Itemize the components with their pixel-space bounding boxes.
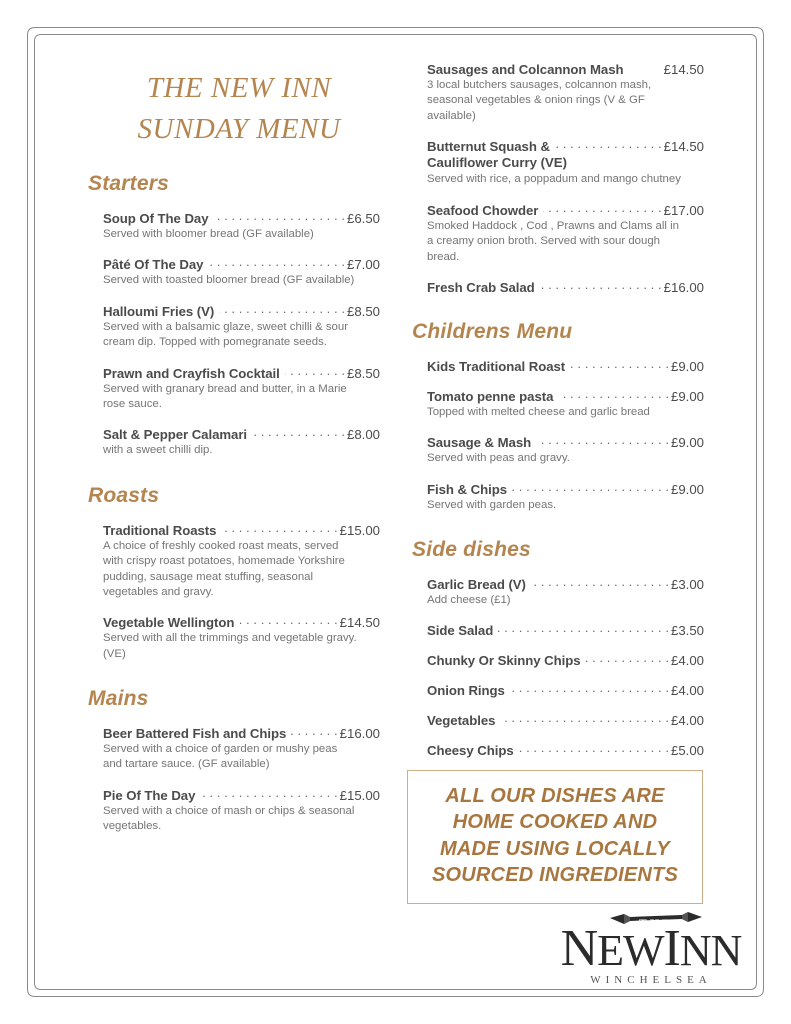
- section-spacer: [88, 673, 380, 687]
- menu-item-price: £9.00: [670, 388, 704, 404]
- menu-item-description: Served with garden peas.: [427, 498, 557, 511]
- frame-corner-bottom-left: [22, 976, 48, 1002]
- menu-item: [103, 362, 380, 413]
- menu-item-price: £15.00: [339, 522, 380, 538]
- menu-item-price: £5.00: [670, 743, 704, 759]
- menu-item-row: [427, 739, 704, 758]
- menu-item: [427, 135, 704, 188]
- menu-item-row: [103, 722, 380, 741]
- section-heading: Starters: [88, 172, 169, 195]
- dot-leader: [208, 253, 345, 269]
- logo-letters-ew: EW: [597, 926, 664, 975]
- section-spacer: [412, 306, 704, 320]
- frame-corner-top-right: [743, 22, 769, 48]
- menu-item-row: [427, 478, 704, 497]
- menu-item: [427, 619, 704, 638]
- callout-line-4: SOURCED INGREDIENTS: [431, 864, 679, 887]
- dot-leader: [498, 619, 669, 635]
- menu-item-price: £16.00: [663, 279, 704, 295]
- frame-corner-mask-top-right: [749, 26, 765, 42]
- logo-wordmark: [540, 920, 762, 977]
- dot-leader: [219, 300, 345, 316]
- menu-item-price: £4.00: [670, 653, 704, 669]
- menu-item-price: £14.50: [663, 62, 704, 77]
- menu-item-price: £7.00: [346, 257, 380, 273]
- menu-item-price: £8.00: [346, 427, 380, 443]
- section-heading: Roasts: [88, 483, 160, 507]
- logo-subtitle: WINCHELSEA: [590, 974, 712, 986]
- dot-leader: [629, 58, 662, 74]
- menu-item-name: Sausage & Mash: [427, 435, 532, 451]
- menu-item-row: [103, 784, 380, 803]
- section-spacer: [88, 846, 380, 860]
- section-heading: Side dishes: [412, 538, 531, 562]
- menu-item-name: Cheesy Chips: [427, 743, 514, 759]
- menu-item: [427, 431, 704, 466]
- menu-column-right: [412, 58, 704, 783]
- logo-ribbon-text: THE: [638, 916, 674, 930]
- dot-leader: [291, 722, 337, 738]
- menu-item: [427, 679, 704, 698]
- menu-item-row: [427, 385, 704, 404]
- menu-item-name: Chunky Or Skinny Chips: [427, 653, 581, 669]
- menu-item-row: [427, 276, 704, 295]
- section-spacer: [412, 524, 704, 538]
- menu-item-row: [427, 135, 704, 154]
- callout-line-3: MADE USING LOCALLY: [440, 837, 670, 860]
- menu-item-price: £3.50: [670, 623, 704, 639]
- menu-title-line-1: THE NEW INN: [146, 72, 332, 104]
- menu-item: [427, 276, 704, 295]
- menu-item-name: Sausages and Colcannon Mash: [427, 62, 624, 77]
- menu-item-description: with a sweet chilli dip.: [103, 444, 213, 457]
- menu-item-name: Tomato penne pasta: [427, 388, 554, 404]
- menu-item-price: £9.00: [670, 481, 704, 497]
- menu-item-price: £3.00: [670, 577, 704, 593]
- menu-item-row: [427, 199, 704, 218]
- menu-item-row: [427, 709, 704, 728]
- menu-item: [427, 199, 704, 265]
- menu-item-name: Onion Rings: [427, 683, 505, 699]
- menu-item-row: [103, 519, 380, 538]
- menu-item-price: £4.00: [670, 713, 704, 729]
- menu-item: [103, 784, 380, 835]
- menu-item-list: [412, 355, 704, 513]
- dot-leader: [519, 739, 669, 755]
- menu-item-description: A choice of freshly cooked roast meats, served with crispy roast potatoes, homemade Yorkshire pudding, sausage meat stuffing, seasonal vegetables and gravy.: [103, 539, 345, 598]
- menu-item-name: Butternut Squash &: [427, 139, 550, 155]
- menu-item-list: [88, 207, 380, 459]
- menu-item-description: Topped with melted cheese and garlic bread: [427, 405, 650, 418]
- dot-leader: [570, 355, 669, 371]
- menu-item-row: [427, 573, 704, 592]
- dot-leader: [510, 679, 669, 695]
- menu-item-name: Soup Of The Day: [103, 211, 209, 226]
- menu-item: [103, 207, 380, 242]
- menu-item-description: Served with granary bread and butter, in a Marie rose sauce.: [103, 382, 347, 410]
- dot-leader: [500, 709, 669, 725]
- logo-letter-n: N: [560, 920, 598, 977]
- menu-item-row: [427, 58, 704, 77]
- menu-item-price: £4.00: [670, 683, 704, 699]
- section-heading: Mains: [88, 687, 149, 711]
- menu-item: [427, 709, 704, 728]
- menu-item: [103, 519, 380, 601]
- menu-item-row: [427, 355, 704, 374]
- menu-item: [103, 253, 380, 288]
- menu-item-description: Served with peas and gravy.: [427, 452, 570, 465]
- menu-item-description: 3 local butchers sausages, colcannon mash, seasonal vegetables & onion rings (V & GF available): [427, 79, 652, 122]
- menu-item-name: Pâté Of The Day: [103, 257, 204, 273]
- menu-item-name: Beer Battered Fish and Chips: [103, 726, 287, 742]
- menu-item: [427, 739, 704, 758]
- menu-item-name: Garlic Bread (V): [427, 577, 526, 593]
- menu-item-price: £9.00: [670, 435, 704, 451]
- menu-item-list: [88, 722, 380, 835]
- dot-leader: [512, 478, 669, 494]
- menu-item-row: [103, 253, 380, 272]
- menu-item-name: Halloumi Fries (V): [103, 303, 215, 319]
- home-cooked-callout: [407, 770, 703, 904]
- menu-item: [427, 573, 704, 608]
- menu-title-line-2: SUNDAY MENU: [137, 113, 341, 146]
- menu-item-name-line-2: Cauliflower Curry (VE): [427, 155, 567, 171]
- dot-leader: [555, 135, 662, 151]
- menu-item-row: [427, 649, 704, 668]
- menu-column-left: [88, 172, 380, 860]
- section-heading: Childrens Menu: [412, 319, 573, 343]
- dot-leader: [558, 385, 669, 401]
- menu-item-name: Side Salad: [427, 623, 494, 639]
- dot-leader: [239, 611, 337, 627]
- frame-corner-top-left: [22, 22, 48, 48]
- menu-item-price: £8.50: [346, 365, 380, 381]
- menu-item-description: Add cheese (£1): [427, 594, 511, 607]
- dot-leader: [214, 207, 345, 223]
- menu-item-name: Fish & Chips: [427, 481, 507, 497]
- menu-item: [427, 649, 704, 668]
- menu-item-row: [427, 431, 704, 450]
- frame-corner-mask-bottom-left: [26, 982, 42, 998]
- dot-leader: [252, 423, 345, 439]
- callout-line-1: ALL OUR DISHES ARE: [445, 785, 665, 807]
- dot-leader: [586, 649, 669, 665]
- menu-item: [103, 300, 380, 351]
- frame-corner-mask-top-left: [26, 26, 42, 42]
- menu-item-name: Vegetable Wellington: [103, 615, 235, 631]
- menu-item-name: Salt & Pepper Calamari: [103, 427, 248, 443]
- new-inn-logo: [540, 910, 762, 1006]
- menu-item: [427, 385, 704, 420]
- menu-item-description: Served with all the trimmings and vegetable gravy. (VE): [103, 632, 357, 660]
- menu-item: [103, 611, 380, 662]
- dot-leader: [543, 199, 661, 215]
- menu-item-row: [103, 300, 380, 319]
- menu-item-list: [412, 58, 704, 295]
- menu-item-name: Pie Of The Day: [103, 787, 196, 803]
- menu-item-description: Served with a choice of garden or mushy peas and tartare sauce. (GF available): [103, 743, 338, 771]
- menu-item: [427, 58, 704, 124]
- menu-item-price: £6.50: [346, 211, 380, 226]
- dot-leader: [200, 784, 337, 800]
- menu-item-name: Traditional Roasts: [103, 522, 217, 538]
- menu-item-list: [412, 573, 704, 758]
- menu-item-list: [88, 519, 380, 662]
- menu-item-price: £14.50: [663, 139, 704, 155]
- menu-item-description: Served with a balsamic glaze, sweet chilli & sour cream dip. Topped with pomegranate seeds.: [103, 320, 349, 349]
- menu-item: [103, 722, 380, 773]
- menu-item-description: Served with a choice of mash or chips & seasonal vegetables.: [103, 804, 355, 833]
- menu-item-price: £8.50: [346, 303, 380, 319]
- menu-item-row: [103, 611, 380, 630]
- menu-title: [74, 68, 404, 150]
- dot-leader: [531, 573, 669, 589]
- menu-item-name: Kids Traditional Roast: [427, 358, 566, 374]
- menu-item-price: £15.00: [339, 787, 380, 803]
- menu-item-row: [103, 207, 380, 226]
- callout-line-2: HOME COOKED AND: [452, 811, 658, 834]
- menu-item-description: Served with rice, a poppadum and mango chutney: [427, 173, 681, 186]
- menu-item: [427, 355, 704, 374]
- menu-item: [103, 423, 380, 458]
- logo-letter-i: I: [663, 920, 680, 977]
- logo-letters-nn: NN: [679, 926, 742, 975]
- menu-item-name: Prawn and Crayfish Cocktail: [103, 365, 280, 381]
- menu-item-price: £9.00: [670, 358, 704, 374]
- menu-item-price: £14.50: [339, 615, 380, 631]
- menu-item: [427, 478, 704, 513]
- menu-item-row: [103, 362, 380, 381]
- menu-item-price: £17.00: [663, 202, 704, 218]
- menu-item-description: Smoked Haddock , Cod , Prawns and Clams all in a creamy onion broth. Served with sour dough bread.: [427, 219, 679, 263]
- menu-item-row: [103, 423, 380, 442]
- menu-item-name: Seafood Chowder: [427, 202, 539, 218]
- menu-item-price: £16.00: [339, 726, 380, 742]
- menu-item-row: [427, 619, 704, 638]
- menu-item-row: [427, 679, 704, 698]
- menu-item-description: Served with bloomer bread (GF available): [103, 228, 314, 240]
- dot-leader: [221, 519, 337, 535]
- menu-item-description: Served with toasted bloomer bread (GF available): [103, 274, 355, 287]
- section-spacer: [88, 470, 380, 484]
- menu-item-name: Fresh Crab Salad: [427, 279, 535, 295]
- menu-item-name: Vegetables: [427, 713, 496, 729]
- dot-leader: [536, 431, 669, 447]
- dot-leader: [540, 276, 662, 292]
- dot-leader: [285, 362, 345, 378]
